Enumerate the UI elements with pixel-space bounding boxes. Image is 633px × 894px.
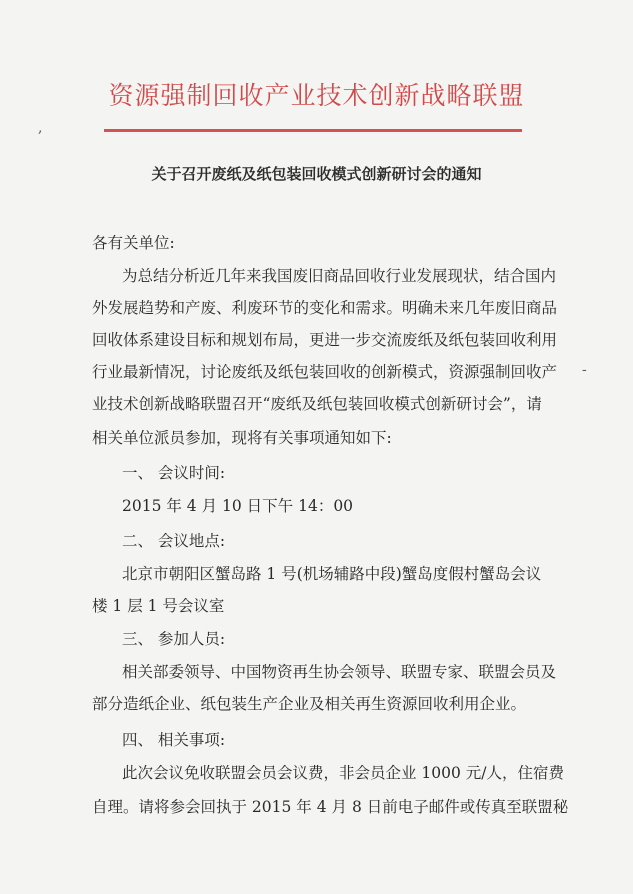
section-time-heading: 一、 会议时间: (122, 464, 226, 482)
section-place-line-1: 北京市朝阳区蟹岛路 1 号(机场辅路中段)蟹岛度假村蟹岛会议 (122, 565, 542, 583)
scan-dash: - (582, 362, 587, 378)
organization-title: 资源强制回收产业技术创新战略联盟 (108, 81, 525, 110)
section-people-heading: 三、 参加人员: (122, 630, 226, 648)
section-time-value: 2015 年 4 月 10 日下午 14：00 (122, 497, 354, 515)
section-matters-heading: 四、 相关事项: (122, 731, 226, 749)
intro-line-3: 回收体系建设目标和规划布局，更进一步交流废纸及纸包装回收利用 (92, 331, 558, 349)
intro-line-6: 相关单位派员参加，现将有关事项通知如下: (92, 429, 392, 447)
intro-line-2: 外发展趋势和产废、利废环节的变化和需求。明确未来几年废旧商品 (92, 299, 558, 317)
section-place-heading: 二、 会议地点: (122, 532, 226, 550)
section-matters-line-2: 自理。请将参会回执于 2015 年 4 月 8 日前电子邮件或传真至联盟秘 (92, 798, 569, 816)
intro-line-5: 业技术创新战略联盟召开“废纸及纸包装回收模式创新研讨会”，请 (92, 395, 542, 413)
red-divider-line (104, 129, 522, 132)
intro-line-1: 为总结分析近几年来我国废旧商品回收行业发展现状，结合国内 (122, 267, 557, 285)
section-people-line-2: 部分造纸企业、纸包装生产企业及相关再生资源回收利用企业。 (92, 695, 527, 713)
section-matters-line-1: 此次会议免收联盟会员会议费，非会员企业 1000 元/人，住宿费 (122, 764, 565, 782)
section-place-line-2: 楼 1 层 1 号会议室 (92, 597, 225, 615)
scan-speck: , (38, 120, 43, 136)
salutation: 各有关单位: (92, 234, 175, 252)
intro-line-4: 行业最新情况，讨论废纸及纸包装回收的创新模式，资源强制回收产 (92, 363, 558, 381)
notice-title: 关于召开废纸及纸包装回收模式创新研讨会的通知 (151, 165, 482, 183)
section-people-line-1: 相关部委领导、中国物资再生协会领导、联盟专家、联盟会员及 (122, 663, 557, 681)
